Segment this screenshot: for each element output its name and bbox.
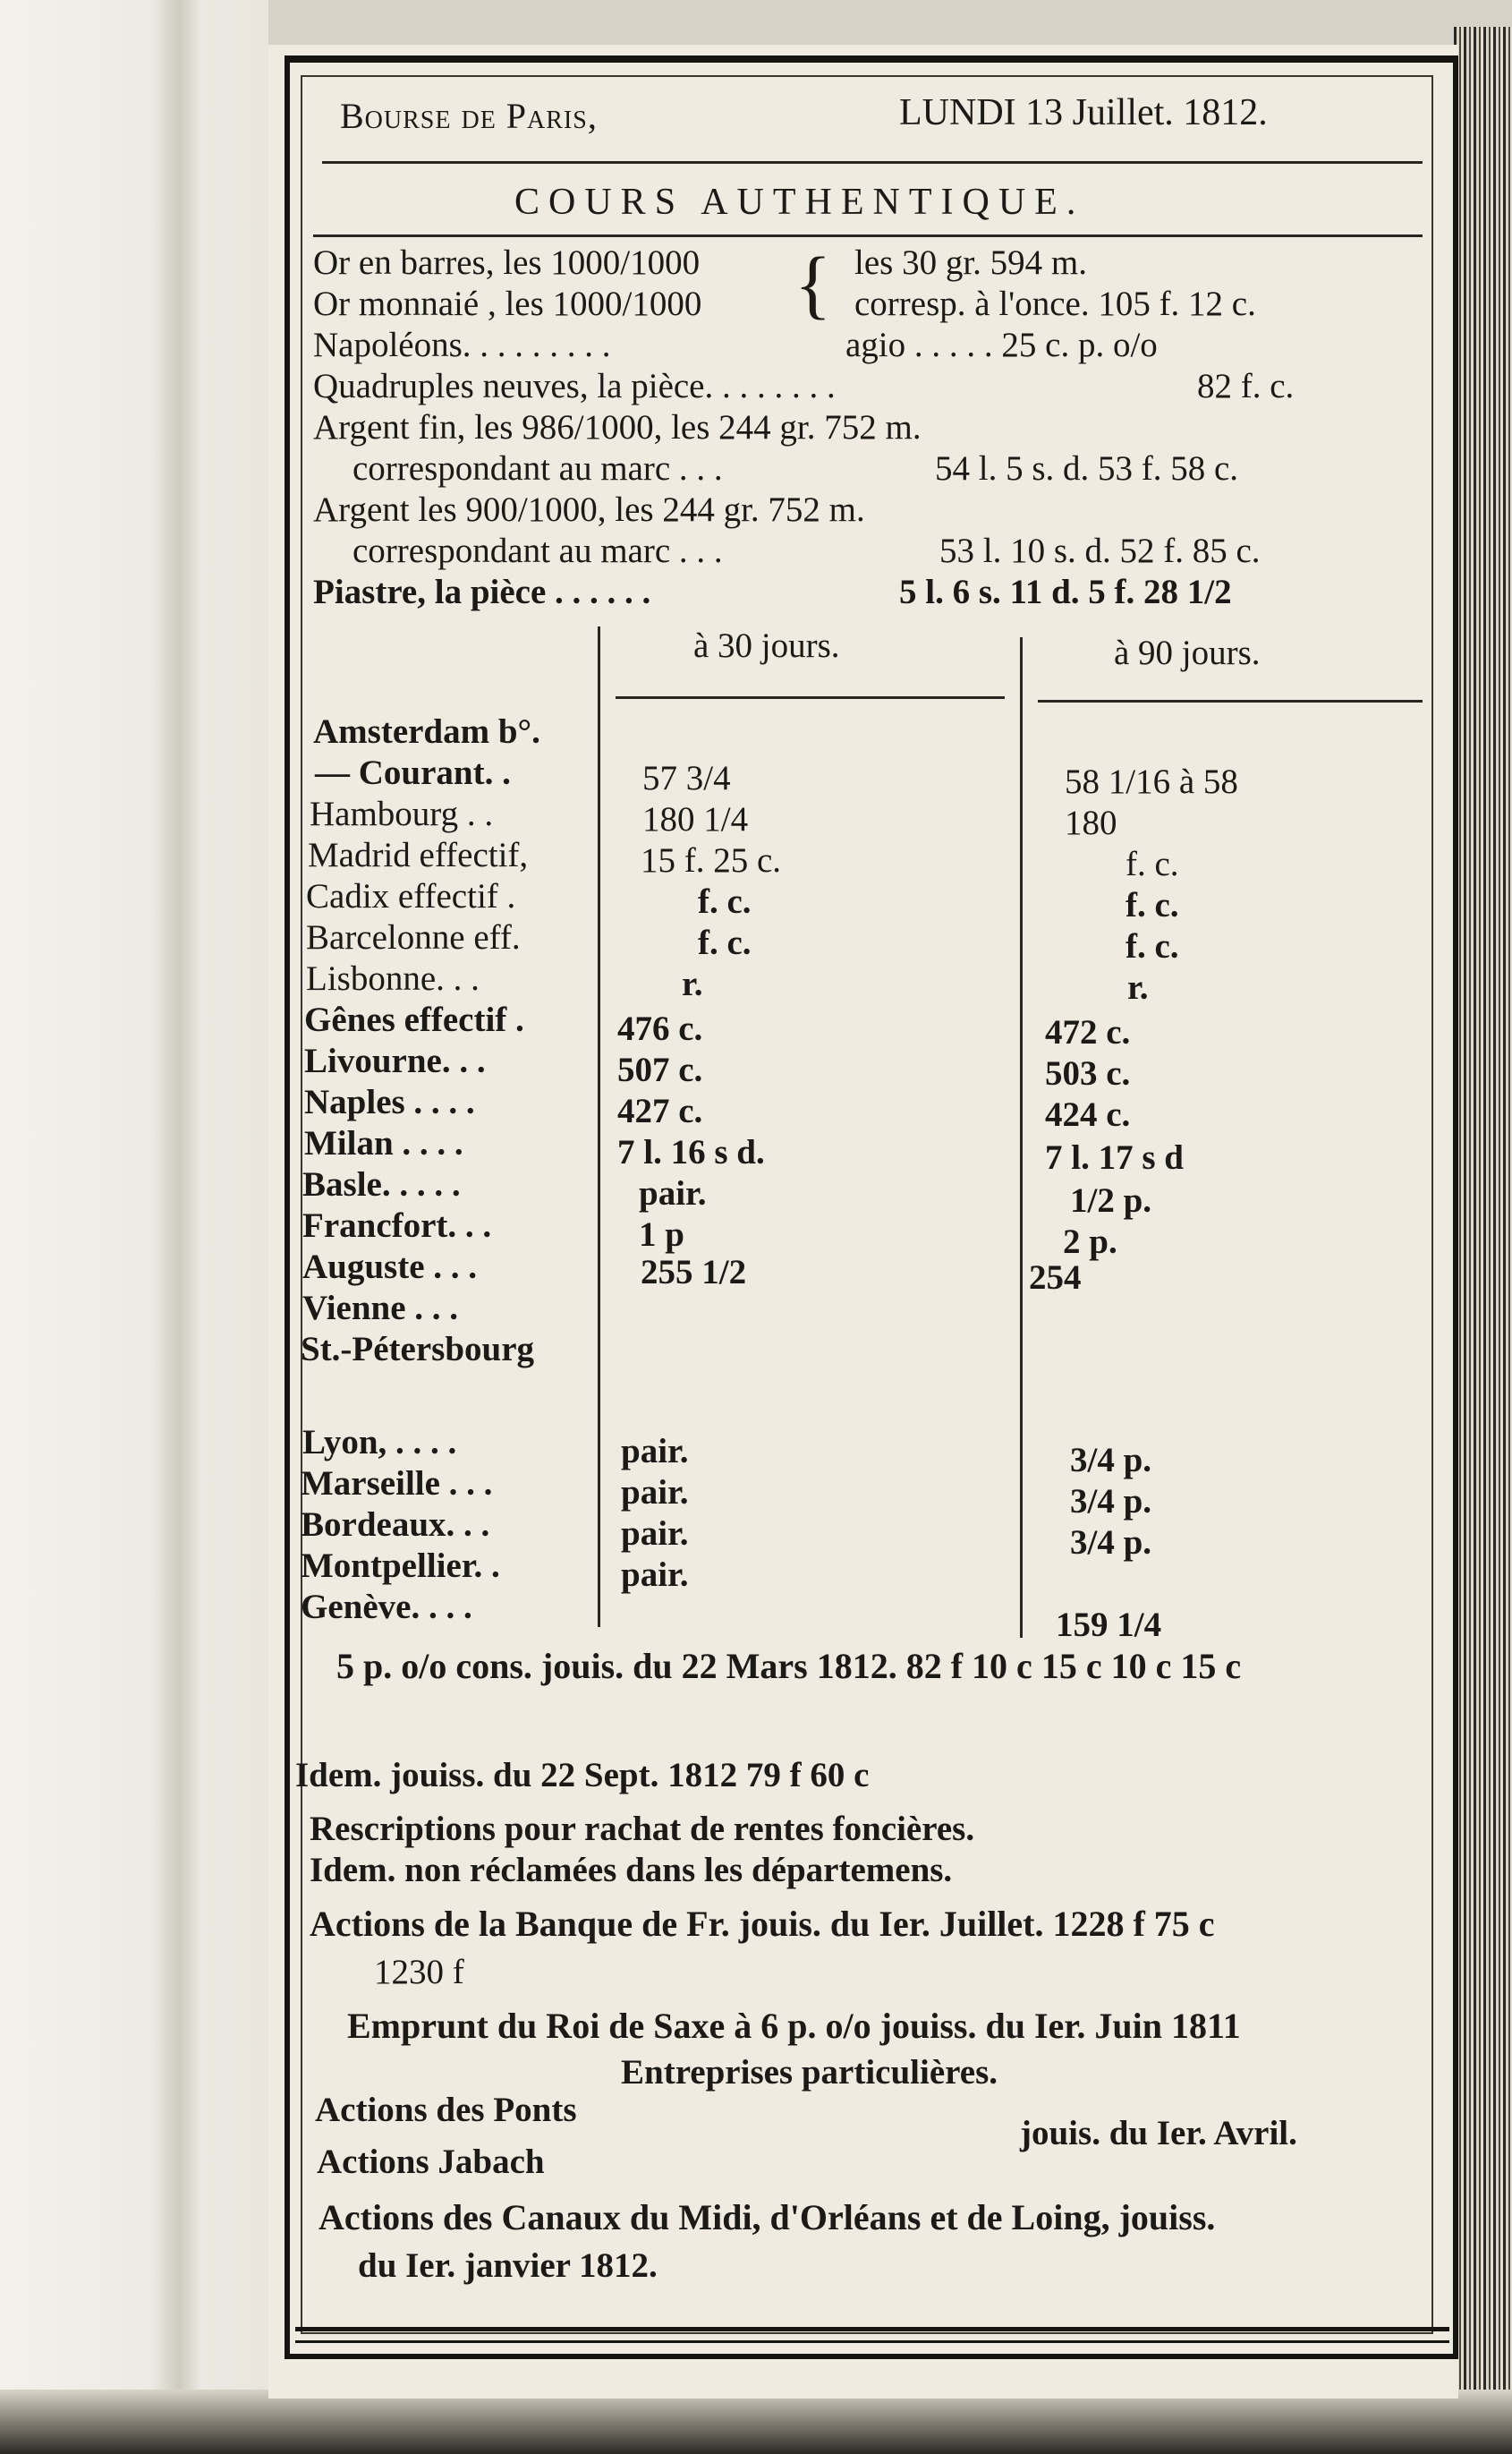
table-divider-right: [1020, 637, 1023, 1638]
metal-value-agio: agio . . . . . 25 c. p. o/o: [845, 326, 1158, 364]
metal-value-piastre: 5 l. 6 s. 11 d. 5 f. 28 1/2: [899, 573, 1232, 611]
rate-90: f. c.: [1126, 886, 1179, 925]
metal-value-quadruples: 82 f. c.: [1197, 367, 1295, 405]
rate-30: pair.: [639, 1174, 707, 1213]
rate-30: 476 c.: [617, 1010, 703, 1048]
rate-30: 507 c.: [617, 1051, 703, 1089]
bottom-rule: [295, 2327, 1449, 2343]
rate-90: 3/4 p.: [1070, 1523, 1152, 1562]
rate-30: f. c.: [698, 924, 752, 962]
rate-30: 57 3/4: [642, 759, 731, 797]
rate-90: 424 c.: [1045, 1095, 1131, 1134]
place-label: Vienne . . .: [302, 1289, 459, 1327]
fund-actions-ponts: Actions des Ponts: [315, 2091, 577, 2129]
section-entreprises: Entreprises particulières.: [621, 2053, 998, 2092]
rate-30: pair.: [621, 1432, 689, 1470]
place-label: Cadix effectif .: [306, 877, 516, 916]
place-label: Bordeaux. . .: [301, 1505, 490, 1544]
rate-30: 427 c.: [617, 1092, 703, 1130]
metal-argent-900-marc: correspondant au marc . . .: [353, 532, 723, 570]
fund-emprunt-saxe: Emprunt du Roi de Saxe à 6 p. o/o jouiss. du Ier. Juin 1811: [347, 2006, 1241, 2046]
rate-30: pair.: [621, 1555, 689, 1594]
place-label: Montpellier. .: [301, 1547, 500, 1585]
brace-symbol: {: [794, 241, 832, 327]
rate-90: r.: [1127, 968, 1149, 1007]
rate-30: pair.: [621, 1473, 689, 1512]
rate-90: f. c.: [1126, 927, 1179, 966]
place-label: Lyon, . . . .: [302, 1423, 457, 1461]
column-header-90-jours: à 90 jours.: [1114, 634, 1261, 672]
fund-banque-de-france: Actions de la Banque de Fr. jouis. du Ier. Juillet. 1228 f 75 c: [310, 1904, 1215, 1944]
metal-argent-fin-marc: correspondant au marc . . .: [353, 449, 723, 488]
rate-30: 255 1/2: [641, 1253, 747, 1291]
place-label: Gênes effectif .: [304, 1001, 524, 1039]
place-label: Genève. . . .: [301, 1588, 472, 1626]
rate-90: 3/4 p.: [1070, 1441, 1152, 1479]
fund-rente-5pc: 5 p. o/o cons. jouis. du 22 Mars 1812. 82 f 10 c 15 c 10 c 15 c: [336, 1646, 1242, 1686]
place-label: Naples . . . .: [304, 1083, 475, 1121]
place-label: Amsterdam b°.: [313, 712, 540, 751]
place-label: Livourne. . .: [304, 1042, 486, 1080]
rate-90: 180: [1065, 804, 1117, 842]
place-label: Barcelonne eff.: [306, 918, 521, 957]
metal-argent-fin: Argent fin, les 986/1000, les 244 gr. 752 m.: [313, 408, 922, 447]
rate-90: 159 1/4: [1056, 1606, 1162, 1644]
rate-90: 3/4 p.: [1070, 1482, 1152, 1521]
fund-ponts-jouissance: jouis. du Ier. Avril.: [1020, 2114, 1297, 2152]
rate-30: 180 1/4: [642, 800, 749, 839]
place-label: Hambourg . .: [310, 795, 494, 833]
rate-90: 7 l. 17 s d: [1045, 1138, 1184, 1177]
place-label: St.-Pétersbourg: [301, 1330, 535, 1368]
metal-value-argent-fin: 54 l. 5 s. d. 53 f. 58 c.: [935, 449, 1239, 488]
table-divider-left: [598, 626, 600, 1627]
place-label: Marseille . . .: [301, 1464, 493, 1503]
rate-90: 58 1/16 à 58: [1065, 763, 1238, 801]
metal-piastre: Piastre, la pièce . . . . . .: [313, 573, 651, 611]
rate-90: 1/2 p.: [1070, 1181, 1152, 1220]
metal-quadruples: Quadruples neuves, la pièce. . . . . . . .: [313, 367, 836, 405]
rate-90: 472 c.: [1045, 1013, 1131, 1052]
place-label: Lisbonne. . .: [306, 959, 480, 998]
rate-90: 2 p.: [1063, 1223, 1117, 1261]
metal-value-grammes: les 30 gr. 594 m.: [854, 243, 1087, 282]
rate-30: 15 f. 25 c.: [641, 841, 782, 880]
header-right: LUNDI 13 Juillet. 1812.: [899, 92, 1268, 133]
rate-30: f. c.: [698, 882, 752, 921]
fund-actions-canaux: Actions des Canaux du Midi, d'Orléans et de Loing, jouiss.: [319, 2197, 1216, 2237]
column-rule-90: [1038, 700, 1423, 703]
rate-30: 7 l. 16 s d.: [617, 1133, 765, 1172]
metal-value-argent-900: 53 l. 10 s. d. 52 f. 85 c.: [939, 532, 1261, 570]
metal-value-once: corresp. à l'once. 105 f. 12 c.: [854, 285, 1256, 323]
place-label: Basle. . . . .: [302, 1165, 461, 1204]
rate-30: 1 p: [639, 1215, 684, 1254]
metal-napoleons: Napoléons. . . . . . . . .: [313, 326, 611, 364]
rate-90: 503 c.: [1045, 1054, 1131, 1093]
place-label: Auguste . . .: [302, 1248, 478, 1286]
metal-argent-900: Argent les 900/1000, les 244 gr. 752 m.: [313, 490, 865, 529]
header-left: Bourse de Paris,: [340, 96, 598, 136]
place-label: Madrid effectif,: [308, 836, 529, 874]
metal-or-monnaie: Or monnaié , les 1000/1000: [313, 285, 702, 323]
title-rule: [313, 234, 1423, 237]
page-stack-edge: [1454, 27, 1512, 2434]
place-label: Francfort. . .: [302, 1206, 492, 1245]
fund-rescriptions: Rescriptions pour rachat de rentes foncières.: [310, 1810, 975, 1848]
book-binding-edge: [0, 0, 268, 2454]
fund-canaux-jouissance: du Ier. janvier 1812.: [358, 2246, 658, 2285]
fund-idem-non-reclamees: Idem. non réclamées dans les départemens.: [310, 1851, 953, 1889]
rate-90: 254: [1029, 1258, 1082, 1297]
rate-30: pair.: [621, 1514, 689, 1553]
fund-idem-sept: Idem. jouiss. du 22 Sept. 1812 79 f 60 c: [295, 1756, 870, 1794]
place-label: Milan . . . .: [304, 1124, 463, 1163]
metal-or-barres: Or en barres, les 1000/1000: [313, 243, 701, 282]
fund-actions-jabach: Actions Jabach: [317, 2143, 545, 2181]
rate-90: f. c.: [1126, 845, 1179, 883]
fund-banque-second-price: 1230 f: [374, 1953, 464, 1991]
page-title: COURS AUTHENTIQUE.: [514, 182, 1085, 223]
header-rule: [322, 161, 1423, 164]
column-rule-30: [616, 696, 1005, 699]
rate-30: r.: [682, 965, 703, 1003]
bottom-shadow: [0, 2390, 1512, 2454]
place-label: — Courant. .: [315, 754, 511, 792]
column-header-30-jours: à 30 jours.: [693, 626, 840, 665]
